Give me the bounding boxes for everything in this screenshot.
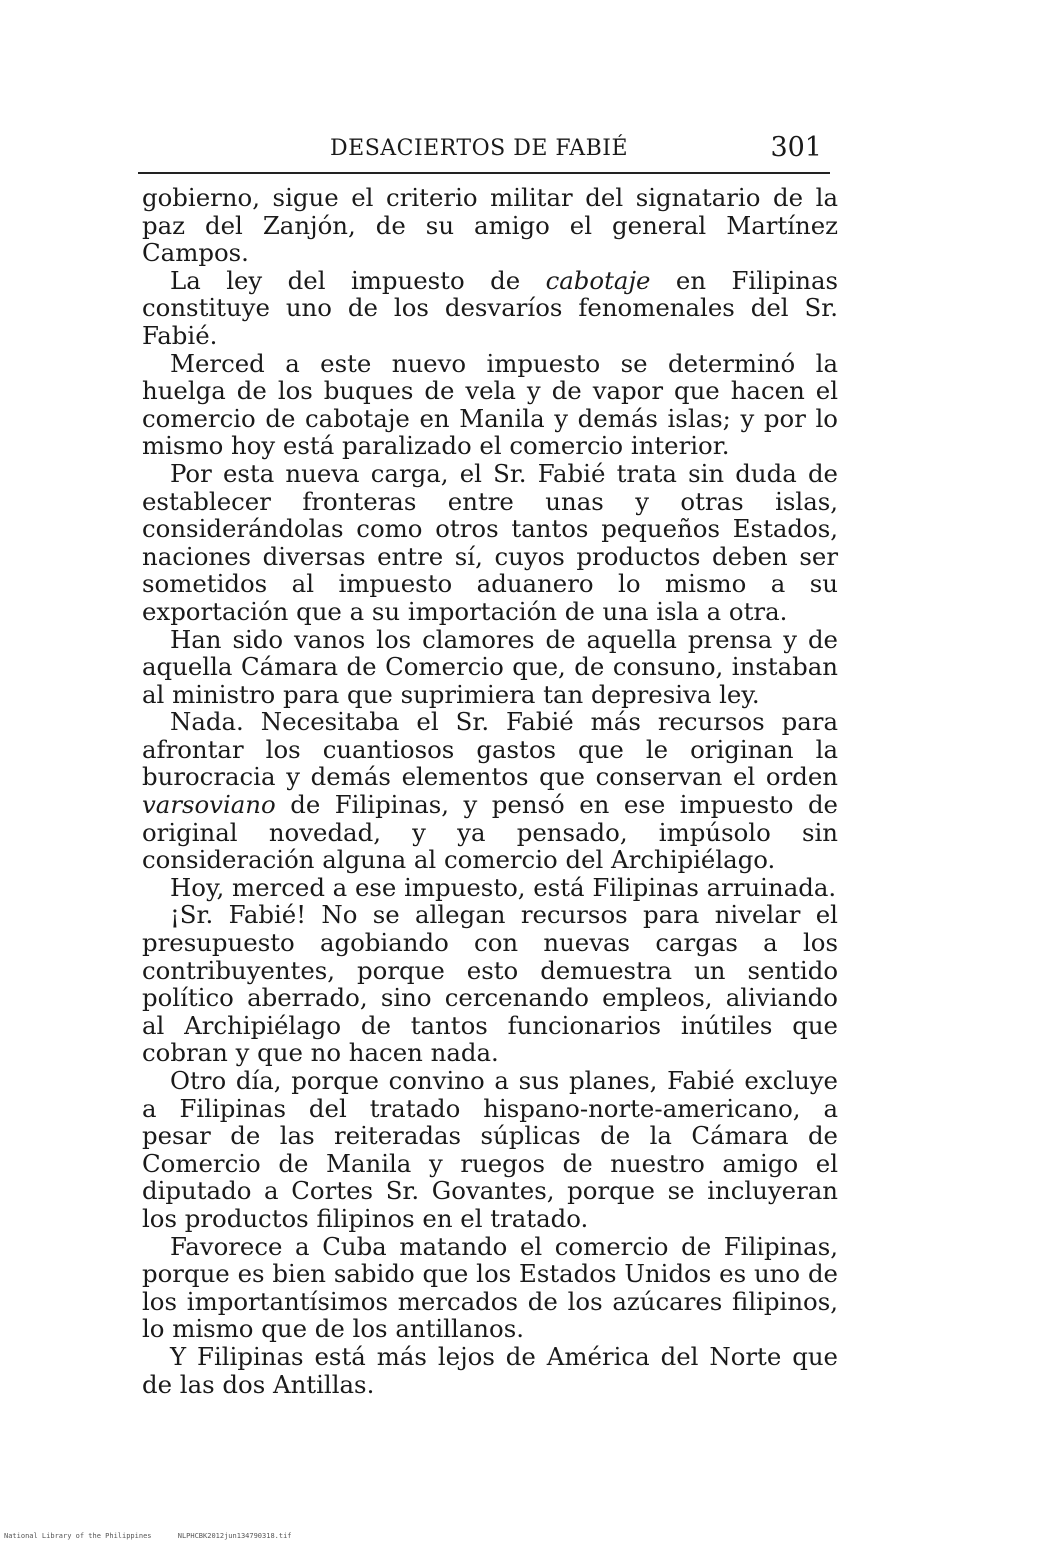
paragraph-3: Merced a este nuevo impuesto se determinó la huelga de los buques de vela y de vapor que hacen el comercio de cabotaje en Manila y demás islas; y por lo mismo hoy está paralizado el comercio interior. <box>142 348 838 461</box>
header-rule <box>138 172 830 174</box>
paragraph-10: Favorece a Cuba matando el comercio de Filipinas, porque es bien sabido que los Estados Unidos es uno de los importantísimos mercados de los azúcares filipinos, lo mismo que de los antillanos. <box>142 1231 838 1344</box>
paragraph-7: Hoy, merced a ese impuesto, está Filipinas arruinada. <box>170 872 837 902</box>
paragraph-4: Por esta nueva carga, el Sr. Fabié trata sin duda de establecer fronteras entre unas y otras islas, considerándolas como otros tantos pequeños Estados, naciones diversas entre sí, cuyos productos deben ser sometidos al impuesto aduanero lo mismo a su exportación que a su importación de una isla a otra. <box>142 458 838 626</box>
paragraph-11: Y Filipinas está más lejos de América del Norte que de las dos Antillas. <box>142 1341 838 1399</box>
paragraph-9: Otro día, porque convino a sus planes, Fabié excluye a Filipinas del tratado hispano-norte-americano, a pesar de las reiteradas súplicas de la Cámara de Comercio de Manila y ruegos de nuestro amigo el diputado a Cortes Sr. Govantes, porque se incluyeran los productos filipinos en el tratado. <box>142 1066 838 1233</box>
scan-footer <box>4 1532 292 1540</box>
running-title: DESACIERTOS DE FABIÉ <box>330 136 629 161</box>
body-text <box>142 184 838 1398</box>
footer-file-id: NLPHCBK2012jun134790318.tif <box>177 1532 292 1540</box>
paragraph-8: ¡Sr. Fabié! No se allegan recursos para nivelar el presupuesto agobiando con nuevas cargas a los contribuyentes, porque esto demuestra un sentido político aberrado, sino cercenando empleos, aliviando al Archipiélago de tantos funcionarios inútiles que cobran y que no hacen nada. <box>142 900 838 1068</box>
page-header <box>138 128 828 172</box>
paragraph-2: La ley del impuesto de cabotaje en Filipinas constituye uno de los desvaríos fenomenales del Sr. Fabié. <box>142 265 839 350</box>
footer-library: National Library of the Philippines <box>4 1532 152 1540</box>
page-number: 301 <box>770 132 822 163</box>
paragraph-1: gobierno, sigue el criterio militar del signatario de la paz del Zanjón, de su amigo el general Martínez Campos. <box>142 183 838 268</box>
paragraph-6: Nada. Necesitaba el Sr. Fabié más recursos para afrontar los cuantiosos gastos que le originan la burocracia y demás elementos que conservan el orden varsoviano de Filipinas, y pensó en ese impuesto de original novedad, y ya pensado, impúsolo sin consideración alguna al comercio del Archipiélago. <box>142 707 838 875</box>
paragraph-5: Han sido vanos los clamores de aquella prensa y de aquella Cámara de Comercio que, de consuno, instaban al ministro para que suprimiera tan depresiva ley. <box>142 624 838 709</box>
